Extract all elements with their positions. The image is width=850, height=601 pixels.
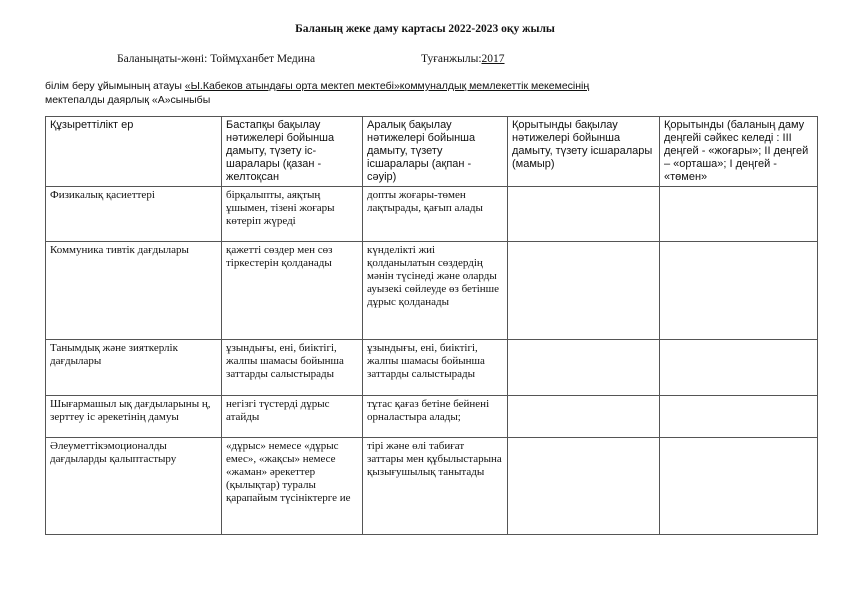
header-final-control: Қорытынды бақылау нәтижелері бойынша дамыту, түзету ісшаралары (мамыр)	[508, 117, 660, 187]
table-cell: бірқалыпты, аяқтың ұшымен, тізені жоғары көтеріп жүреді	[222, 187, 363, 242]
child-name-label: Баланыңаты-жөні:	[117, 53, 208, 65]
table-cell	[508, 242, 660, 340]
table-cell	[508, 396, 660, 438]
organization-info	[45, 79, 589, 107]
organization-label: білім беру ұйымының атауы	[45, 80, 182, 92]
table-cell	[508, 187, 660, 242]
development-card-table	[45, 116, 818, 535]
table-cell: күнделікті жиі қолданылатын сөздердің мәнін түсінеді және оларды ауызекі сөйлеуде өз бетінше дұрыс қолданады	[363, 242, 508, 340]
table-cell	[660, 340, 818, 396]
child-name-line	[117, 53, 315, 65]
table-cell: тірі және өлі табиғат заттары мен құбылыстарына қызығушылық танытады	[363, 438, 508, 535]
table-cell: «дұрыс» немесе «дұрыс емес», «жақсы» немесе «жаман» әрекеттер (қылықтар) туралы қарапайым түсініктерге ие	[222, 438, 363, 535]
table-cell	[508, 340, 660, 396]
table-cell: Коммуника тивтік дағдылары	[46, 242, 222, 340]
table-row	[46, 242, 818, 340]
table-cell	[508, 438, 660, 535]
table-row	[46, 187, 818, 242]
birth-year-value: 2017	[481, 53, 505, 65]
table-cell: Шығармашыл ық дағдыларыны ң, зерттеу іс әрекетінің дамуы	[46, 396, 222, 438]
header-initial-control: Бастапқы бақылау нәтижелері бойынша дамыту, түзету іс-шаралары (қазан - желтоқсан	[222, 117, 363, 187]
table-cell	[660, 242, 818, 340]
table-cell: қажетті сөздер мен сөз тіркестерін қолданады	[222, 242, 363, 340]
header-final-level: Қорытынды (баланың даму деңгейі сәйкес келеді : ІІІ деңгей - «жоғары»; ІІ деңгей – «орташа»; І деңгей - «төмен»	[660, 117, 818, 187]
child-name-value: Тоймұханбет Медина	[210, 53, 316, 65]
table-cell	[660, 396, 818, 438]
birth-year-label: Туғанжылы:	[421, 53, 482, 65]
table-cell	[660, 438, 818, 535]
table-row	[46, 340, 818, 396]
table-cell: Физикалық қасиеттері	[46, 187, 222, 242]
table-cell: ұзындығы, ені, биіктігі, жалпы шамасы бойынша заттарды салыстырады	[222, 340, 363, 396]
document-title: Баланың жеке даму картасы 2022-2023 оқу жылы	[295, 23, 555, 35]
table-header-row	[46, 117, 818, 187]
table-cell: ұзындығы, ені, биіктігі, жалпы шамасы бойынша заттарды салыстырады	[363, 340, 508, 396]
organization-name: «Ы.Кабеков атындағы орта мектеп мектебі»коммуналдық мемлекеттік мекемесінің	[184, 80, 590, 92]
table-row	[46, 438, 818, 535]
header-intermediate-control: Аралық бақылау нәтижелері бойынша дамыту, түзету ісшаралары (ақпан - сәуір)	[363, 117, 508, 187]
table-cell: тұтас қағаз бетіне бейнені орналастыра алады;	[363, 396, 508, 438]
table-row	[46, 396, 818, 438]
table-cell: допты жоғары-төмен лақтырады, қағып алады	[363, 187, 508, 242]
table-cell	[660, 187, 818, 242]
table-cell: негізгі түстерді дұрыс атайды	[222, 396, 363, 438]
table-cell: Танымдық және зияткерлік дағдылары	[46, 340, 222, 396]
group-name: мектепалды даярлық «А»сыныбы	[45, 94, 211, 106]
table-cell: Әлеуметтікэмоционалды дағдыларды қалыптастыру	[46, 438, 222, 535]
header-competencies: Құзыреттілікт ер	[46, 117, 222, 187]
birth-year-line	[421, 53, 505, 65]
